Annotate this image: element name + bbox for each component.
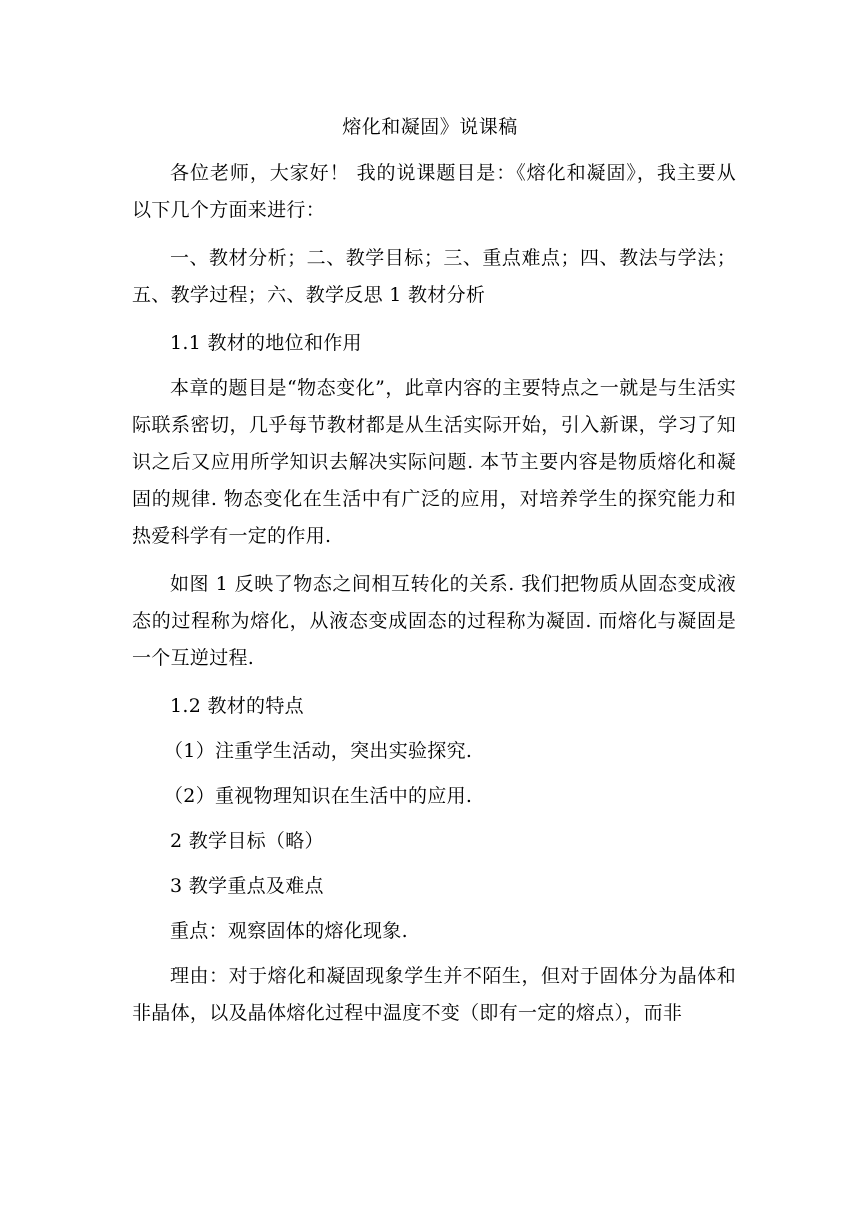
paragraph-outline: 一、教材分析；二、教学目标；三、重点难点；四、教法与学法；五、教学过程；六、教学反思 1 教材分析 [132,247,736,306]
document-body [132,155,736,1043]
document-title: 熔化和凝固》说课稿 [342,116,518,138]
paragraph-figure-1: 如图 1 反映了物态之间相互转化的关系. 我们把物质从固态变成液态的过程称为熔化，从液态变成固态的过程称为凝固. 而熔化与凝固是一个互逆过程. [132,573,736,669]
paragraph-chapter-intro: 本章的题目是“物态变化”，此章内容的主要特点之一就是与生活实际联系密切，几乎每节教材都是从生活实际开始，引入新课，学习了知识之后又应用所学知识去解决实际问题. 本节主要内容是物质熔化和凝固的规律. 物态变化在生活中有广泛的应用，对培养学生的探究能力和热爱科学有一定的作用. [132,377,736,547]
paragraph-reason: 理由：对于熔化和凝固现象学生并不陌生，但对于固体分为晶体和非晶体，以及晶体熔化过程中温度不变（即有一定的熔点），而非 [132,965,736,1024]
heading-1-1: 1.1 教材的地位和作用 [170,332,362,354]
paragraph-greeting: 各位老师，大家好！ 我的说课题目是：《熔化和凝固》，我主要从以下几个方面来进行： [132,162,736,221]
heading-2: 2 教学目标（略） [170,830,324,852]
list-item-2: （2）重视物理知识在生活中的应用. [164,785,473,807]
paragraph-key-point: 重点：观察固体的熔化现象. [170,920,408,942]
list-item-1: （1）注重学生活动，突出实验探究. [164,740,473,762]
heading-1-2: 1.2 教材的特点 [170,695,304,717]
heading-3: 3 教学重点及难点 [170,875,324,897]
